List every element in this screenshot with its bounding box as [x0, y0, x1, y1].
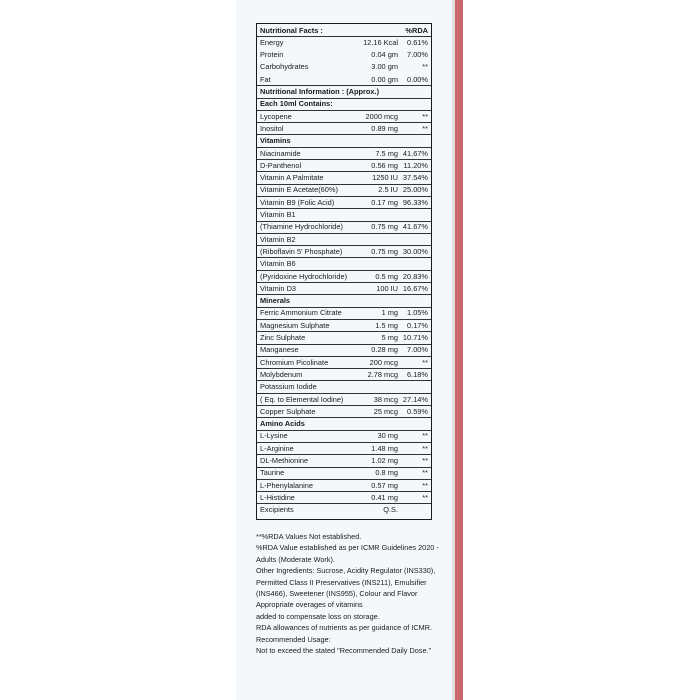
- row-name: L-Arginine: [260, 443, 294, 453]
- footnote-line: added to compensate loss on storage.: [256, 611, 380, 621]
- row-name: D-Panthenol: [260, 160, 302, 170]
- row-qty: 1.02 mg: [371, 456, 398, 465]
- fact-row: [257, 61, 431, 73]
- mineral-row: [257, 356, 431, 369]
- row-name: Chromium Picolinate: [260, 357, 329, 367]
- row-name: Taurine: [260, 468, 285, 478]
- row-name: Vitamin A Palmitate: [260, 173, 324, 183]
- row-name: L-Lysine: [260, 431, 288, 441]
- row-qty: 2000 mcg: [365, 111, 398, 121]
- row-rda: 0.00%: [407, 74, 428, 84]
- row-rda: **: [422, 431, 428, 441]
- row-qty: 1.5 mg: [375, 320, 398, 330]
- row-rda: **: [422, 111, 428, 121]
- mineral-row: [257, 368, 431, 381]
- row-name: Potassium Iodide: [260, 382, 317, 392]
- row-name: L-Phenylalanine: [260, 480, 314, 490]
- row-qty: 0.41 mg: [371, 492, 398, 502]
- vitamin-row: [257, 233, 431, 246]
- row-rda: 96.33%: [402, 197, 428, 207]
- row-qty: 0.04 gm: [371, 50, 398, 60]
- row-name: Niacinamide: [260, 148, 301, 158]
- mineral-row: [257, 344, 431, 357]
- row-qty: 0.5 mg: [375, 271, 398, 281]
- row-name: Molybdenum: [260, 369, 303, 379]
- mineral-row: [257, 332, 431, 345]
- row-rda: 41.67%: [402, 222, 428, 232]
- row-name: Minerals: [260, 296, 290, 306]
- footnote-line: Recommended Usage:: [256, 634, 331, 644]
- row-rda: **: [422, 443, 428, 453]
- vitamin-row: [257, 184, 431, 197]
- row-name: Manganese: [260, 345, 299, 355]
- row-qty: 1250 IU: [372, 173, 398, 183]
- row-name: Vitamin B1: [260, 210, 296, 219]
- footnote-line: **%RDA Values Not established.: [256, 532, 362, 541]
- row-name: Inositol: [260, 123, 284, 133]
- fact-row: [257, 73, 431, 86]
- row-name: Vitamin B9 (Folic Acid): [260, 197, 335, 207]
- row-qty: 200 mcg: [369, 357, 398, 367]
- row-rda: **: [422, 123, 428, 133]
- table-header: [257, 24, 431, 37]
- row-name: Vitamin D3: [260, 283, 297, 293]
- vitamin-row: [257, 245, 431, 258]
- footnote-line: (INS466), Sweetener (INS955), Colour and Flavor: [256, 589, 418, 599]
- row-name: Carbohydrates: [260, 62, 309, 72]
- fact-row: [257, 36, 431, 48]
- row-rda: 20.83%: [402, 271, 428, 281]
- row-rda: 37.54%: [402, 173, 428, 183]
- row-name: Amino Acids: [260, 419, 305, 429]
- row-name: (Thiamine Hydrochloride): [260, 222, 343, 232]
- row-rda: 27.14%: [402, 394, 428, 404]
- row-qty: 38 mcg: [373, 394, 398, 404]
- section-heading: [257, 418, 431, 431]
- footnote-line: Adults (Moderate Work).: [256, 554, 335, 564]
- row-name: Vitamin B6: [260, 259, 296, 269]
- row-rda: **: [422, 62, 428, 72]
- row-name: L-Histidine: [260, 492, 295, 502]
- row-rda: **: [422, 468, 428, 478]
- nutrient-row: [257, 122, 431, 135]
- amino-row: [257, 442, 431, 455]
- row-qty: 1 mg: [381, 308, 398, 318]
- row-name: Ferric Ammonium Citrate: [260, 308, 342, 318]
- row-rda: **: [422, 480, 428, 490]
- row-qty: 12.16 Kcal: [363, 37, 398, 47]
- row-name: Fat: [260, 74, 271, 84]
- row-name: Nutritional Facts :: [260, 25, 323, 35]
- row-qty: Q.S.: [383, 505, 398, 515]
- row-qty: 25 mcg: [373, 406, 398, 416]
- nutrition-table: [256, 23, 432, 520]
- row-name: Each 10ml Contains:: [260, 99, 333, 109]
- row-rda: 11.20%: [403, 160, 428, 170]
- row-qty: 100 IU: [376, 283, 398, 293]
- amino-row: [257, 455, 431, 468]
- row-qty: 0.28 mg: [371, 345, 398, 355]
- vitamin-row: [257, 159, 431, 172]
- row-qty: 1.48 mg: [371, 443, 398, 453]
- vitamin-row: [257, 209, 431, 222]
- row-rda: **: [422, 456, 428, 465]
- row-qty: 0.8 mg: [375, 468, 398, 478]
- carton-side-strip: [455, 0, 463, 700]
- row-name: Copper Sulphate: [260, 406, 316, 416]
- row-name: (Riboflavin 5' Phosphate): [260, 246, 343, 256]
- footnote-line: Other Ingredients: Sucrose, Acidity Regulator (INS330),: [256, 566, 436, 576]
- amino-row: [257, 479, 431, 492]
- row-name: Lycopene: [260, 111, 292, 121]
- row-rda: 16.67%: [402, 283, 428, 293]
- mineral-row: [257, 307, 431, 320]
- row-rda: 41.67%: [402, 148, 428, 158]
- section-heading: [257, 295, 431, 308]
- row-qty: 0.56 mg: [371, 160, 398, 170]
- row-rda: **: [422, 357, 428, 367]
- nutrient-row: [257, 110, 431, 123]
- amino-row: [257, 467, 431, 480]
- footnote-line: RDA allowances of nutrients as per guidance of ICMR.: [256, 623, 433, 633]
- row-name: DL-Methionine: [260, 456, 309, 465]
- vitamin-row: [257, 270, 431, 283]
- row-name: Vitamins: [260, 136, 291, 146]
- row-rda: 7.00%: [407, 345, 428, 355]
- section-heading: [257, 86, 431, 99]
- row-name: Zinc Sulphate: [260, 333, 306, 342]
- mineral-row: [257, 381, 431, 394]
- row-name: (Pyridoxine Hydrochloride): [260, 271, 348, 281]
- mineral-row: [257, 319, 431, 332]
- row-rda: 7.00%: [407, 50, 428, 60]
- row-qty: 2.78 mcg: [367, 369, 398, 379]
- footnotes: [256, 531, 439, 656]
- vitamin-row: [257, 196, 431, 209]
- row-qty: 5 mg: [381, 333, 398, 342]
- row-rda: 0.17%: [407, 320, 428, 330]
- vitamin-row: [257, 282, 431, 295]
- mineral-row: [257, 405, 431, 418]
- vitamin-row: [257, 172, 431, 185]
- row-name: Excipients: [260, 505, 294, 515]
- row-qty: 0.17 mg: [371, 197, 398, 207]
- row-name: Protein: [260, 50, 284, 60]
- row-qty: 0.75 mg: [371, 222, 398, 232]
- row-qty: 30 mg: [377, 431, 398, 441]
- row-rda: 25.00%: [402, 185, 428, 195]
- row-qty: 0.00 gm: [371, 74, 398, 84]
- footnote-line: Permitted Class II Preservatives (INS211), Emulsifier: [256, 577, 427, 587]
- row-rda: 0.61%: [407, 37, 428, 47]
- section-heading: [257, 98, 431, 111]
- section-heading: [257, 135, 431, 148]
- fact-row: [257, 49, 431, 61]
- row-rda: 6.18%: [407, 369, 428, 379]
- vitamin-row: [257, 147, 431, 160]
- row-name: Magnesium Sulphate: [260, 320, 330, 330]
- amino-row: [257, 504, 431, 516]
- footnote-line: Appropriate overages of vitamins: [256, 600, 363, 610]
- row-name: Vitamin B2: [260, 234, 296, 244]
- row-rda: %RDA: [405, 25, 428, 35]
- row-qty: 7.5 mg: [375, 148, 398, 158]
- row-rda: 1.05%: [407, 308, 428, 318]
- row-rda: **: [422, 492, 428, 502]
- row-qty: 3.00 gm: [371, 62, 398, 72]
- footnote-line: %RDA Value established as per ICMR Guidelines 2020 -: [256, 543, 439, 553]
- amino-row: [257, 491, 431, 504]
- row-name: Vitamin E Acetate(60%): [260, 185, 338, 195]
- row-qty: 2.5 IU: [378, 185, 398, 195]
- row-name: Energy: [260, 37, 284, 47]
- row-rda: 0.59%: [407, 406, 428, 416]
- vitamin-row: [257, 221, 431, 234]
- row-name: ( Eq. to Elemental Iodine): [260, 394, 344, 404]
- row-rda: 10.71%: [402, 333, 428, 342]
- row-qty: 0.57 mg: [371, 480, 398, 490]
- vitamin-row: [257, 258, 431, 271]
- row-qty: 0.75 mg: [371, 246, 398, 256]
- row-rda: 30.00%: [402, 246, 428, 256]
- row-qty: 0.89 mg: [371, 123, 398, 133]
- mineral-row: [257, 393, 431, 406]
- amino-row: [257, 430, 431, 443]
- row-name: Nutritional Information : (Approx.): [260, 87, 380, 96]
- footnote-line: Not to exceed the stated "Recommended Daily Dose.": [256, 646, 432, 656]
